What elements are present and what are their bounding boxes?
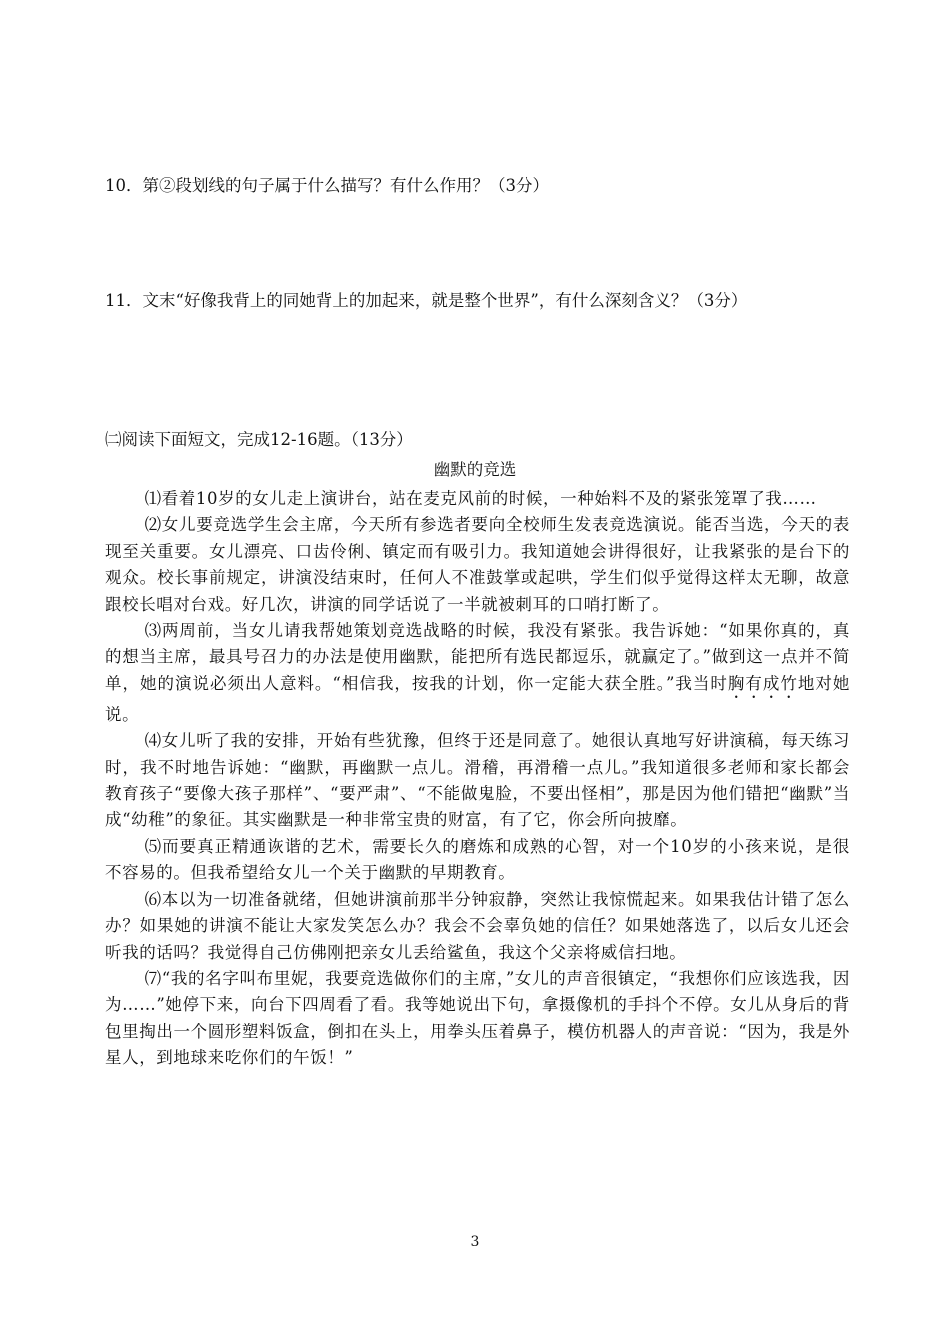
paragraph-3-text: ⑶两周前，当女儿请我帮她策划竞选战略的时候，我没有紧张。我告诉她：“如果你真的，真的想当主席，最具号召力的办法是使用幽默，能把所有选民都逗乐，就赢定了。”做到这一点并不简单，她的演说必须出人意料。“相信我，按我的计划，你一定能大获全胜。”我当时 [105, 621, 850, 693]
section-instruction: ㈡阅读下面短文，完成12-16题。（13分） [105, 430, 413, 449]
paragraph-1: ⑴看着10岁的女儿走上演讲台，站在麦克风前的时候，一种始料不及的紧张笼罩了我…… [144, 489, 817, 508]
paragraph-3 [105, 618, 850, 728]
paragraph-4: ⑷女儿听了我的安排，开始有些犹豫，但终于还是同意了。她很认真地写好讲演稿，每天练习时，我不时地告诉她：“幽默，再幽默一点儿。滑稽，再滑稽一点儿。”我知道很多老师和家长都会教育孩子“要像大孩子那样”、“要严肃”、“不能做鬼脸，不要出怪相”，那是因为他们错把“幽默”当成“幼稚”的象征。其实幽默是一种非常宝贵的财富，有了它，你会所向披靡。 [105, 731, 850, 830]
paragraph-7: ⑺“我的名字叫布里妮，我要竞选做你们的主席，”女儿的声音很镇定，“我想你们应该选我，因为……”她停下来，向台下四周看了看。我等她说出下句，拿摄像机的手抖个不停。女儿从身后的背包里掏出一个圆形塑料饭盒，倒扣在头上，用拳头压着鼻子，模仿机器人的声音说：“因为，我是外星人，到地球来吃你们的午饭！” [105, 968, 850, 1068]
question-10: 10．第②段划线的句子属于什么描写？有什么作用？（3分） [105, 176, 549, 195]
question-11: 11．文末“好像我背上的同她背上的加起来，就是整个世界”，有什么深刻含义？（3分） [105, 291, 748, 310]
emphasized-phrase: 胸有成竹 [727, 673, 798, 693]
article-title: 幽默的竞选 [433, 460, 517, 479]
page-number: 3 [470, 1234, 480, 1250]
paragraph-3-tail: 地对她说。 [105, 673, 850, 724]
paragraph-6: ⑹本以为一切准备就绪，但她讲演前那半分钟寂静，突然让我惊慌起来。如果我估计错了怎么办？如果她的讲演不能让大家发笑怎么办？我会不会辜负她的信任？如果她落选了，以后女儿还会听我的话吗？我觉得自己仿佛刚把亲女儿丢给鲨鱼，我这个父亲将威信扫地。 [105, 889, 850, 962]
article-body [105, 486, 850, 1072]
paragraph-5: ⑸而要真正精通诙谐的艺术，需要长久的磨炼和成熟的心智，对一个10岁的小孩来说，是很不容易的。但我希望给女儿一个关于幽默的早期教育。 [105, 836, 850, 883]
paragraph-2: ⑵女儿要竞选学生会主席，今天所有参选者要向全校师生发表竞选演说。能否当选，今天的表现至关重要。女儿漂亮、口齿伶俐、镇定而有吸引力。我知道她会讲得很好，让我紧张的是台下的观众。校长事前规定，讲演没结束时，任何人不准鼓掌或起哄，学生们似乎觉得这样太无聊，故意跟校长唱对台戏。好几次，讲演的同学话说了一半就被刺耳的口哨打断了。 [105, 515, 850, 614]
